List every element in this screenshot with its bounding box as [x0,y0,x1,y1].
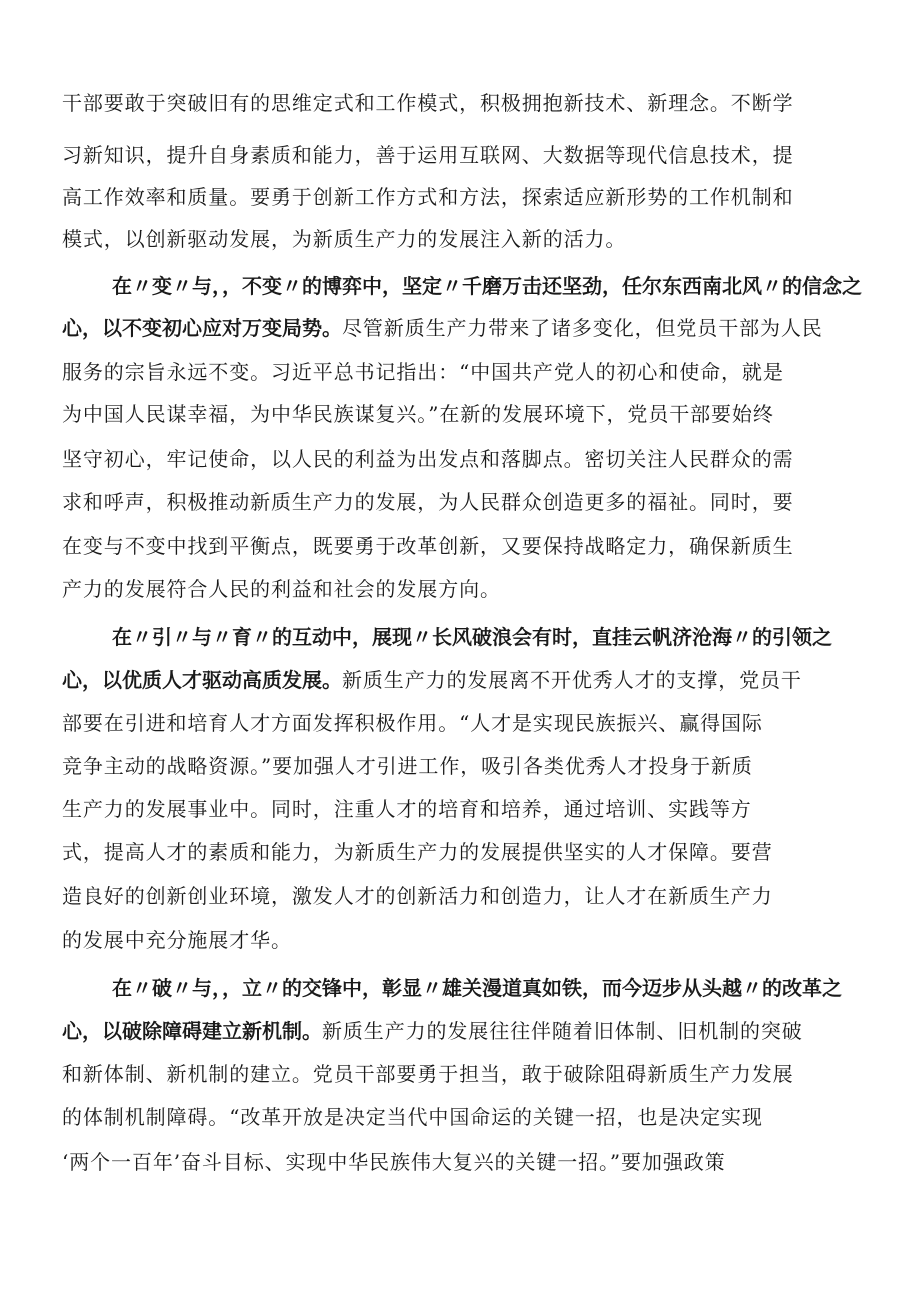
section-heading-lead: 心，以优质人才驱动高质发展。 [62,668,342,692]
text-line: 式，提高人才的素质和能力，为新质生产力的发展提供坚实的人才保障。要营 [62,840,773,864]
text-line: 的发展中充分施展才华。 [62,928,292,952]
text-line: 生产力的发展事业中。同时，注重人才的培育和培养，通过培训、实践等方 [62,797,752,821]
text-line: ‘两个一百年’奋斗目标、实现中华民族伟大复兴的关键一招。”要加强政策 [62,1150,726,1174]
section-heading-lead: 心，以不变初心应对万变局势。 [62,316,342,340]
text-line: 造良好的创新创业环境，激发人才的创新活力和创造力，让人才在新质生产力 [62,884,773,908]
text-line: 的体制机制障碍。“改革开放是决定当代中国命运的关键一招，也是决定实现 [62,1105,763,1129]
text-line: 高工作效率和质量。要勇于创新工作方式和方法，探索适应新形势的工作机制和 [62,185,794,209]
section-heading-line: 在〃引〃与〃育〃的互动中，展现〃长风破浪会有时，直挂云帆济沧海〃的引领之 [112,625,832,649]
text-line: 模式，以创新驱动发展，为新质生产力的发展注入新的活力。 [62,227,627,251]
section-heading-line: 在〃破〃与，，立〃的交锋中，彰显〃雄关漫道真如铁，而今迈步从头越〃的改革之 [112,976,842,1000]
text-line: 习新知识，提升自身素质和能力，善于运用互联网、大数据等现代信息技术，提 [62,143,794,167]
section-heading-lead: 心，以破除障碍建立新机制。 [62,1019,322,1043]
text-span: 新质生产力的发展离不开优秀人才的支撑，党员干 [342,668,802,692]
text-line [62,313,870,343]
text-line: 产力的发展符合人民的利益和社会的发展方向。 [62,577,501,601]
text-line: 为中国人民谋幸福，为中华民族谋复兴。”在新的发展环境下，党员干部要始终 [62,402,774,426]
text-line [62,1016,870,1046]
text-line: 部要在引进和培育人才方面发挥积极作用。“人才是实现民族振兴、赢得国际 [62,711,763,735]
section-heading-line: 在〃变〃与，，不变〃的博弈中，坚定〃千磨万击还坚劲，任尔东西南北风〃的信念之 [112,274,862,298]
text-span: 尽管新质生产力带来了诸多变化，但党员干部为人民 [342,316,823,340]
text-line: 干部要敢于突破旧有的思维定式和工作模式，积极拥抱新技术、新理念。不断学 [62,91,794,115]
text-line [62,665,870,695]
text-line: 在变与不变中找到平衡点，既要勇于改革创新，又要保持战略定力，确保新质生 [62,534,794,558]
text-span: 新质生产力的发展往往伴随着旧体制、旧机制的突破 [322,1019,803,1043]
text-line: 坚守初心，牢记使命，以人民的利益为出发点和落脚点。密切关注人民群众的需 [62,447,794,471]
text-line: 和新体制、新机制的建立。党员干部要勇于担当，敢于破除阻碍新质生产力发展 [62,1062,794,1086]
text-line: 求和呼声，积极推动新质生产力的发展，为人民群众创造更多的福祉。同时，要 [62,490,794,514]
text-line: 服务的宗旨永远不变。习近平总书记指出：“中国共产党人的初心和使命，就是 [62,360,784,384]
text-line: 竞争主动的战略资源。”要加强人才引进工作，吸引各类优秀人才投身于新质 [62,754,753,778]
